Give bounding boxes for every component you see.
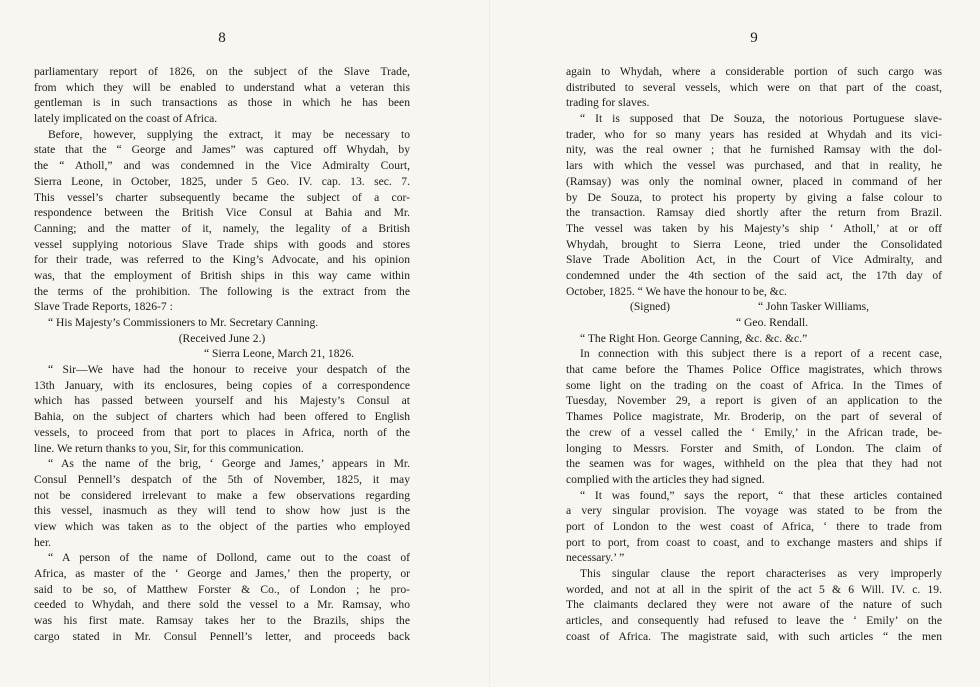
text-line: some light on the trading on the coast of Africa. In the Times of <box>566 378 942 392</box>
text-line: This vessel’s charter subsequently became the subject of a cor- <box>34 190 410 204</box>
text-line: parliamentary report of 1826, on the subject of the Slave Trade, <box>34 65 410 78</box>
text-line: a very singular provision. The voyage was stated to be from the <box>566 504 942 518</box>
right-page <box>566 0 942 687</box>
text-line: cargo stated in Mr. Consul Pennell’s letter, and proceeds back <box>34 629 410 643</box>
text-line: this vessel, inasmuch as they will tend to show how just is the <box>34 504 410 518</box>
text-line: for their trade, was referred to the King’s Advocate, and his opinion <box>34 253 410 267</box>
text-line: distributed to several vessels, which were on that part of the coast, <box>566 80 942 94</box>
text-line: Africa, as master of the ‘ George and James,’ then the property, or <box>34 567 410 580</box>
text-line: 13th January, with its enclosures, being copies of a correspondence <box>34 378 410 392</box>
text-line: vessels, to proceed from that port to places in Africa, north of the <box>34 425 410 439</box>
text-line: line. We return thanks to you, Sir, for this communication. <box>34 441 304 455</box>
text-line: the crew of a vessel called the ‘ Emily,’ in the African trade, be- <box>566 425 942 439</box>
text-line: Canning; and the matter of it, namely, the legality of a British <box>34 221 410 235</box>
text-line: view which was taken as to the object of the parties who employed <box>34 519 410 533</box>
text-line: “ His Majesty’s Commissioners to Mr. Secretary Canning. <box>48 316 319 329</box>
text-line: (Signed) “ John Tasker Williams, <box>630 300 869 314</box>
left-page <box>34 0 410 687</box>
text-line: the terms of the prohibition. The following is the extract from the <box>34 284 410 298</box>
text-line: by De Souza, to protect his property by giving a false colour to <box>566 190 942 204</box>
text-line: ceeded to Whydah, and there sold the vessel to a Mr. Ramsay, who <box>34 598 410 612</box>
text-line: Slave Trade Reports, 1826-7 : <box>34 300 173 314</box>
text-line: not be considered irrelevant to make a few observations regarding <box>34 488 410 502</box>
text-line: Before, however, supplying the extract, it may be necessary to <box>48 127 410 141</box>
text-line: respondence between the British Vice Consul at Bahia and Mr. <box>34 206 410 220</box>
text-line: vessel supplying notorious Slave Trade ships with goods and stores <box>34 237 410 251</box>
text-line: lars with which the vessel was purchased, and that in reality, he <box>566 159 942 173</box>
text-line: gentleman is in such transactions as those in which he has been <box>34 96 410 110</box>
text-line: said to be so, of Matthew Forster & Co., of London ; he pro- <box>34 582 410 596</box>
text-line: trader, who for so many years has resided at Whydah and its vici- <box>566 127 942 141</box>
text-line: her. <box>34 535 52 549</box>
text-line: This singular clause the report characterises as very improperly <box>580 567 942 580</box>
text-line: In connection with this subject there is a report of a recent case, <box>580 347 942 361</box>
text-line: Tuesday, November 29, a report is given of an application to the <box>566 394 942 408</box>
text-line: Consul Pennell’s despatch of the 5th of November, 1825, it may <box>34 472 410 486</box>
text-line: complied with the articles they had signed. <box>566 472 765 486</box>
page-number: 9 <box>750 30 758 46</box>
text-line: coast of Africa. The magistrate said, with such articles “ the men <box>566 629 942 643</box>
text-line: trading for slaves. <box>566 96 650 110</box>
text-line: necessary.’ ” <box>566 551 625 565</box>
text-line: “ The Right Hon. George Canning, &c. &c. &c.” <box>580 331 808 345</box>
text-line: The claimants declared they were not aware of the nature of such <box>566 598 942 612</box>
text-line: that came before the Thames Police Office magistrates, which throws <box>566 363 942 377</box>
page-body <box>566 64 942 644</box>
page-body <box>34 64 410 644</box>
text-line: Whydah, brought to Sierra Leone, tried under the Consolidated <box>566 237 942 251</box>
text-line: worded, and not at all in the spirit of the act 5 & 6 Will. IV. c. 19. <box>566 582 942 596</box>
text-line: condemned under the 4th section of the said act, the 17th day of <box>566 268 942 282</box>
text-line: Thames Police magistrate, Mr. Broderip, on the part of several of <box>566 410 942 424</box>
text-line: “ A person of the name of Dollond, came out to the coast of <box>48 551 410 565</box>
text-line: The vessel was taken by his Majesty’s ship ‘ Atholl,’ at or off <box>566 221 942 235</box>
text-line: again to Whydah, where a considerable portion of such cargo was <box>566 65 942 78</box>
text-line: (Ramsay) was only the nominal owner, placed in command of her <box>566 174 942 188</box>
page-number: 8 <box>218 30 226 46</box>
text-line: “ Sierra Leone, March 21, 1826. <box>204 347 355 361</box>
text-line: the “ Atholl,” and was condemned in the Vice Admiralty Court, <box>34 159 410 173</box>
text-line: longing to Messrs. Forster and Smith, of London. The claim of <box>566 441 942 455</box>
text-line: port of London to the west coast of Africa, ‘ there to trade from <box>566 519 942 533</box>
text-line: nity, was the real owner ; that he furnished Ramsay with the dol- <box>566 143 942 157</box>
text-line: “ Geo. Rendall. <box>736 316 809 329</box>
text-line: the transaction. Ramsay died shortly after the return from Brazil. <box>566 206 942 220</box>
text-line: was, that the employment of British ships in this way came within <box>34 268 410 282</box>
text-line: from which they will be enabled to understand what a veteran this <box>34 80 410 94</box>
text-line: “ As the name of the brig, ‘ George and James,’ appears in Mr. <box>48 457 410 471</box>
text-line: Slave Trade Abolition Act, in the Court of Vice Admiralty, and <box>566 253 942 267</box>
text-line: port to port, from coast to coast, and to exchange masters and ships if <box>566 535 942 549</box>
text-line: lately implicated on the coast of Africa. <box>34 112 218 126</box>
page-fold <box>489 0 490 687</box>
text-line: “ It is supposed that De Souza, the notorious Portuguese slave- <box>580 112 942 126</box>
text-line: was his first mate. Ramsay takes her to the Brazils, ships the <box>34 614 410 628</box>
text-line: Bahia, on the subject of charters which had been offered to English <box>34 410 410 424</box>
text-line: articles, and consequently had refused to leave the ‘ Emily’ on the <box>566 614 942 628</box>
text-line: which has passed between yourself and his Majesty’s Consul at <box>34 394 410 408</box>
text-line: state that the “ George and James” was captured off Whydah, by <box>34 143 410 157</box>
text-line: Sierra Leone, in October, 1825, under 5 Geo. IV. cap. 13. sec. 7. <box>34 174 410 188</box>
text-line: the seamen was for wages, withheld on the plea that they had not <box>566 457 942 471</box>
text-line: (Received June 2.) <box>178 331 266 345</box>
text-line: “ Sir—We have had the honour to receive your despatch of the <box>48 363 410 377</box>
text-line: October, 1825. “ We have the honour to be, &c. <box>566 284 787 298</box>
text-line: “ It was found,” says the report, “ that these articles contained <box>580 488 942 502</box>
